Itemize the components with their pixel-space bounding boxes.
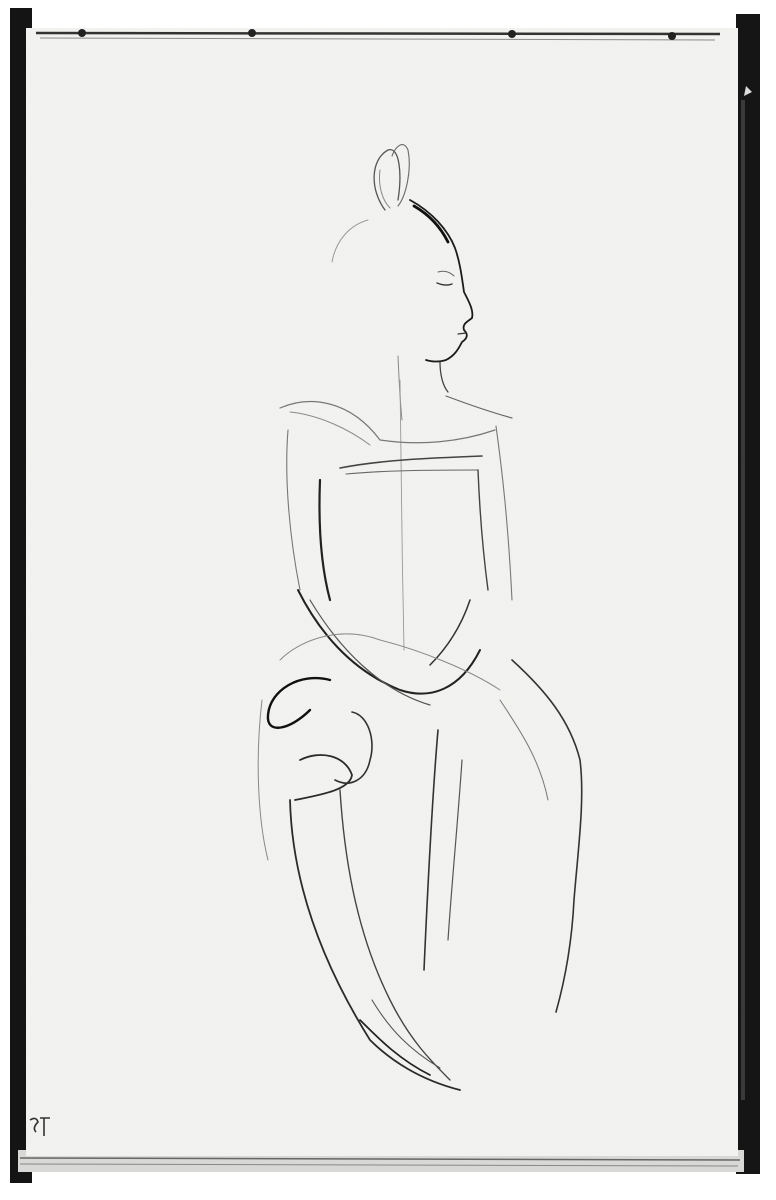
perforated-top-edge [36, 33, 720, 34]
perforation-mark [78, 29, 86, 37]
perforation-mark [508, 30, 516, 38]
sketchbook-page [26, 28, 738, 1156]
right-binding-edge [736, 14, 760, 1174]
right-binding-highlight [741, 100, 745, 1100]
perforation-mark [248, 29, 256, 37]
perforation-mark [668, 32, 676, 40]
